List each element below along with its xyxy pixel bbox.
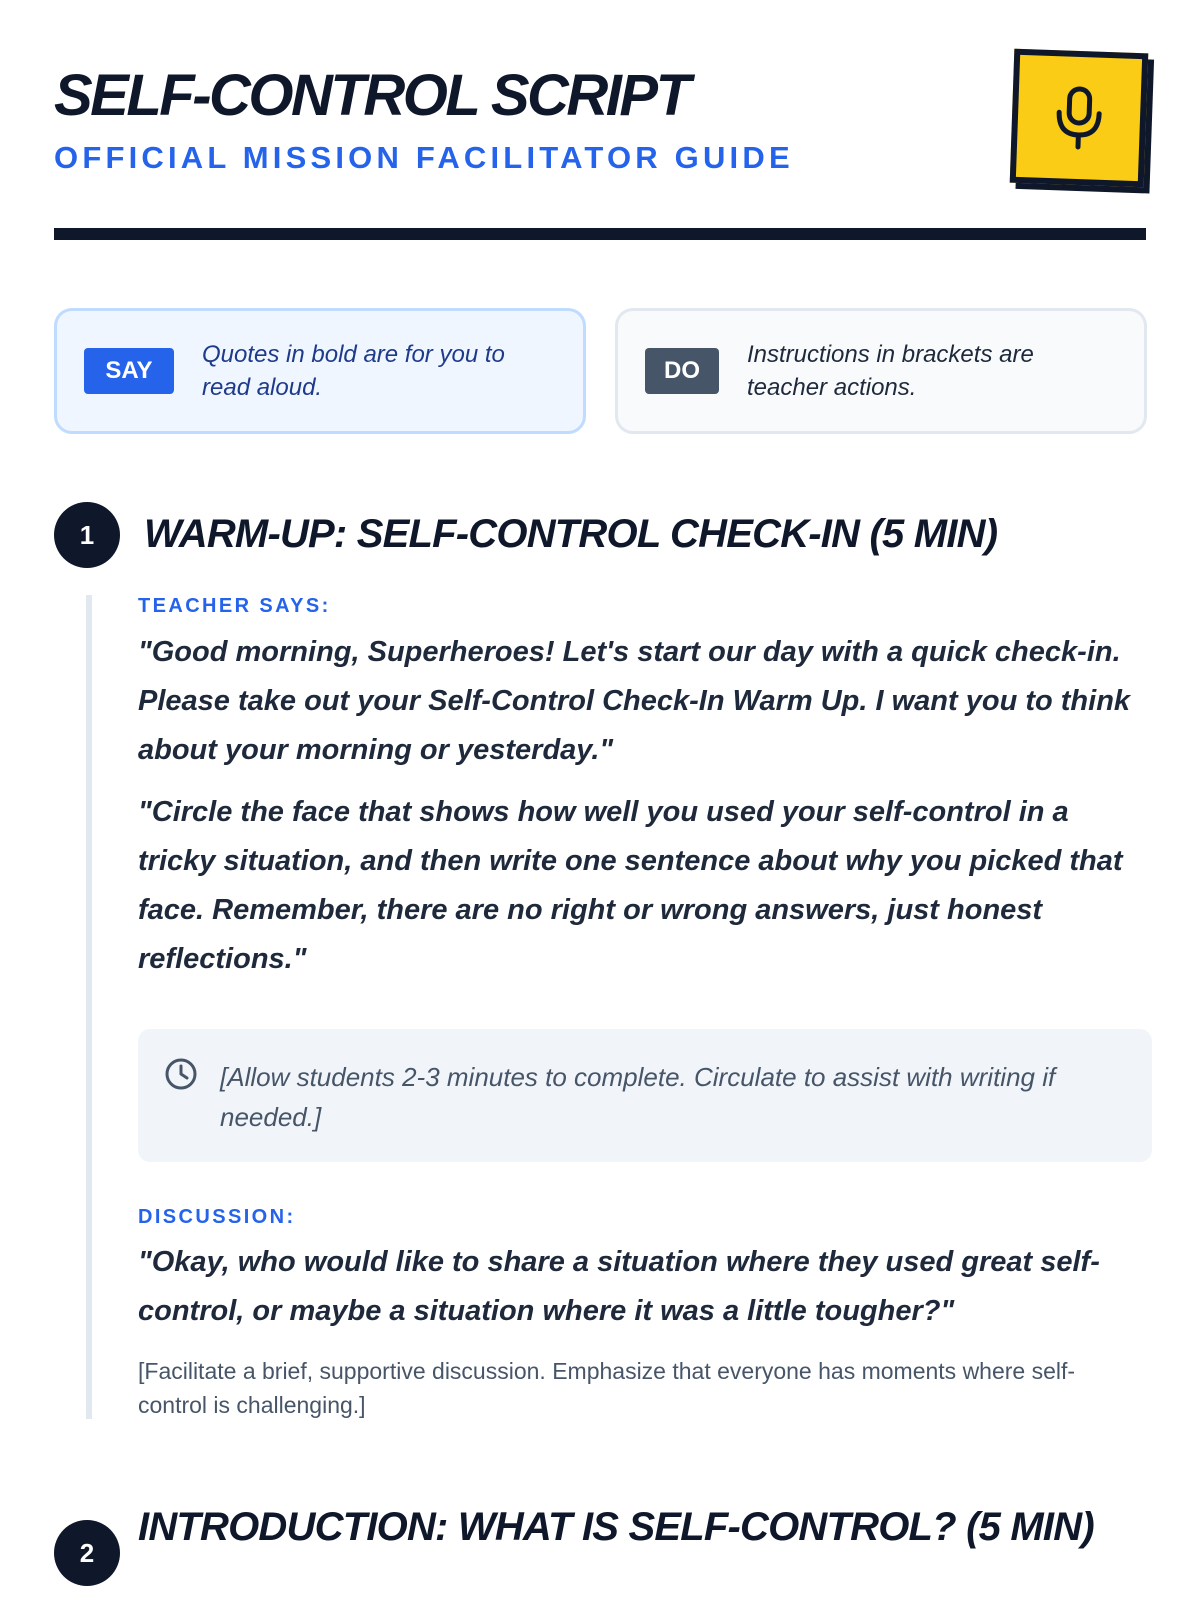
microphone-badge [1010,49,1149,188]
section-1-number: 1 [54,502,120,568]
section-1-title: WARM-UP: SELF-CONTROL CHECK-IN (5 MIN) [144,512,998,556]
say-tag: SAY [84,348,174,394]
header-divider [54,228,1146,240]
do-description: Instructions in brackets are teacher actions. [747,341,1034,401]
do-tag: DO [645,348,719,394]
say-description: Quotes in bold are for you to read aloud. [202,341,505,401]
page-subtitle: OFFICIAL MISSION FACILITATOR GUIDE [54,140,794,175]
microphone-icon [1052,84,1106,152]
teacher-action-box [138,1029,1152,1162]
legend-do-card [615,308,1147,434]
page-title: SELF-CONTROL SCRIPT [54,63,689,128]
teacher-says-label: TEACHER SAYS: [138,595,331,617]
discussion-note: [Facilitate a brief, supportive discussion. Emphasize that everyone has moments where self-control is challenging.] [138,1358,1076,1418]
discussion-quote: "Okay, who would like to share a situation where they used great self-control, or maybe a situation where it was a little tougher?" [138,1246,1100,1327]
section-2-number: 2 [54,1520,120,1586]
discussion-label: DISCUSSION: [138,1206,296,1228]
section-1-body [86,595,1146,1419]
teacher-action-text: [Allow students 2-3 minutes to complete. Circulate to assist with writing if needed.] [220,1062,1056,1132]
clock-icon [164,1057,198,1091]
teacher-quote-2: "Circle the face that shows how well you used your self-control in a tricky situation, and then write one sentence about why you picked that face. Remember, there are no right or wrong answers, just honest reflections." [138,796,1123,975]
legend-say-card [54,308,586,434]
teacher-quote-1: "Good morning, Superheroes! Let's start our day with a quick check-in. Please take out your Self-Control Check-In Warm Up. I want you to think about your morning or yesterday." [138,636,1131,766]
section-2-title: INTRODUCTION: WHAT IS SELF-CONTROL? (5 MIN) [138,1505,1094,1549]
